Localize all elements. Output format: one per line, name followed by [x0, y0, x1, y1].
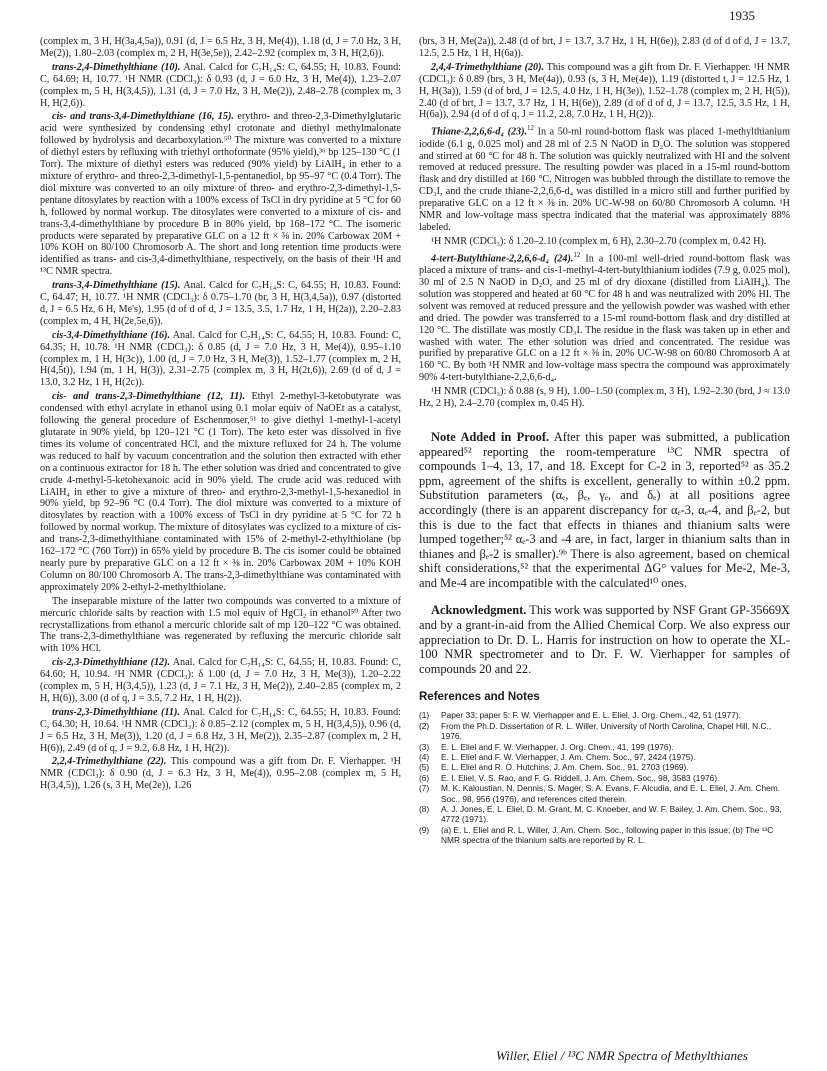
right-experimental [419, 36, 790, 410]
compound-heading: trans-3,4-Dimethylthiane (15). [52, 280, 181, 292]
paragraph-text: This compound was a gift from Dr. F. Vierhapper. ¹H NMR (CDCl₃): δ 0.90 (d, J = 6.3 Hz, 3 H, Me(4)), 0.95–2.08 (complex m, 5 H, H(3,4,5)), 1.26 (s, 3 H, Me(2e)), 1.26 [40, 756, 401, 792]
paragraph [419, 123, 790, 234]
paragraph [40, 36, 401, 60]
references-heading: References and Notes [419, 691, 540, 704]
paragraph [40, 756, 401, 792]
reference-text: (a) E. L. Eliel and R. L. Willer, J. Am. Chem. Soc., following paper in this issue; (b) The ¹³C NMR spectra of the thianium salts are reported by R. L. [441, 824, 774, 846]
paragraph-text: (complex m, 3 H, H(3a,4,5a)), 0.91 (d, J = 6.5 Hz, 3 H, Me(4)), 1.18 (d, J = 7.0 Hz, 3 H, Me(2)), 1.80–2.03 (complex m, 2 H, H(3e,5e)), 2.42–2.92 (complex m, 3 H, H(2,6)). [40, 36, 401, 59]
paragraph-text: ¹H NMR (CDCl₃): δ 0.88 (s, 9 H), 1.00–1.50 (complex m, 3 H), 1.92–2.30 (brd, J ≈ 13.0 Hz, 2 H), 2.4–2.70 (complex m, 0.45 H). [419, 386, 790, 410]
reference-text: E. L. Eliel and F. W. Vierhapper, J. Org. Chem., 41, 199 (1976). [441, 741, 674, 752]
compound-heading: 2,2,4-Trimethylthiane (22). [52, 756, 167, 768]
paragraph-text: ¹H NMR (CDCl₃): δ 1.20–2.10 (complex m, 6 H), 2.30–2.70 (complex m, 0.42 H). [431, 235, 767, 247]
paragraph [40, 330, 401, 390]
reference-number: (9) [419, 824, 430, 835]
compound-heading: trans-2,4-Dimethylthiane (10). [52, 61, 181, 73]
running-footer: Willer, Eliel / ¹³C NMR Spectra of Methylthianes [496, 1048, 748, 1063]
paragraph [40, 62, 401, 110]
acknowledgment-text: This work was supported by NSF Grant GP-35669X and by a grant-in-aid from the Allied Chemical Corp. We also express our appreciation to Dr. D. L. Harris for instruction on how to operate the XL-100 NMR spectrometer and to Dr. F. W. Vierhapper for samples of compounds 20 and 22. [419, 603, 790, 676]
reference-item [419, 762, 790, 772]
note-text: After this paper was submitted, a publication appeared⁵² reporting the room-temperature ¹³C NMR spectra of compounds 1–4, 13, 17, and 18. Except for C-2 in 3, reported⁵² as 35.2 ppm, agreement of the shifts is excellent, generally to within ±0.2 ppm. Substitution parameters (αₑ, βₑ, γₑ, and δₑ) at all positions agree accordingly (there is an apparent discrepancy for αₑ-3, αₑ-4, and βₑ-2, but this is due to the fact that effects in thianes and thianium salts were lumped together;⁵² αₑ-3 and -4 are, in fact, larger in thianium salts than in thianes and βₑ-2 is smaller).⁹ᵇ There is also agreement, based on chemical shift considerations,⁵² that the experimental ΔG° values for Me-2, Me-3, and Me-4 are incompatible with the calculated¹⁰ ones. [419, 429, 790, 590]
reference-item [419, 783, 790, 804]
compound-heading: cis- and trans-3,4-Dimethylthiane (16, 15). [52, 111, 234, 123]
paragraph [40, 391, 401, 593]
paragraph [419, 236, 790, 248]
reference-text: A. J. Jones, E. L. Eliel, D. M. Grant, M. C. Knoeber, and W. F. Bailey, J. Am. Chem. Soc., 93, 4772 (1971). [441, 804, 782, 825]
paragraph [40, 596, 401, 656]
note-heading: Note Added in Proof. [431, 429, 550, 444]
note-added-in-proof [419, 430, 790, 591]
reference-text: E. L. Eliel and F. W. Vierhapper, J. Am. Chem. Soc., 97, 2424 (1975). [441, 751, 696, 762]
paragraph-text: Anal. Calcd for C₇H₁₄S: C, 64.55; H, 10.83. Found: C, 64.35; H, 10.78. ¹H NMR (CDCl₃): δ 0.85 (d, J = 7.0 Hz, 3 H, Me(4)), 0.95–1.10 (complex m, 1 H, H(3c)), 1.00 (d, J = 7.0 Hz, 3 H, Me(3)), 1.52–1.77 (complex m, 2 H, H(4,5t)), 1.94 (m, 1 H, H(3)), 2.31–2.75 (complex m, 3 H, H(2t,6)), 2.69 (d of d, J = 13.0, 3.2 Hz, 1 H, H(2c)). [40, 329, 401, 389]
paragraph-text: In a 100-ml well-dried round-bottom flask was placed a mixture of trans- and cis-1-methyl-4-tert-butylthianium iodides (7.9 g, 0.025 mol), 30 ml of 2.5 N NaOD in D₂O, and 25 ml of dry dioxane (distilled from LiAlH₄). The solution was stoppered and heated at 60 °C for 48 h and was neutralized with 20% HI. The solvent was removed at reduced pressure and the yellowish powder was washed with ether and dried. The powder was transferred to a 15-ml round-bottom flask and dry distilled at 120 °C. The distillate was mostly CD₃I. The residue in the flask was taken up in ether and washed with water. The ether solution was dried and concentrated. The residue was purified by preparative GLC on a 12 ft × ⅜ in. 20% UC-W-98 on 60/80 Chromosorb A at 160 °C. By both ¹H NMR and low-voltage mass spectra the compound was approximately 90% 4-tert-butylthiane-2,2,6,6-d₄. [419, 253, 790, 384]
footnote-ref: 12 [573, 250, 581, 259]
paragraph [419, 386, 790, 410]
left-column [40, 34, 401, 792]
paragraph-text: Anal. Calcd for C₇H₁₄S: C, 64.55; H, 10.83. Found: C, 64.30; H, 10.64. ¹H NMR (CDCl₃): δ 0.85–2.12 (complex m, 5 H, H(3,4,5)), 0.96 (d, J = 6.5 Hz, 3 H, Me(3)), 1.20 (d, J = 6.8 Hz, 3 H, Me(2)), 2.35–2.87 (complex m, 2 H, H(6)), 2.49 (d of q, J = 9.2, 6.8 Hz, 1 H, H(2)). [40, 706, 401, 754]
paragraph-text: Anal. Calcd for C₇H₁₄S: C, 64.55; H, 10.83. Found: C, 64.60; H, 10.94. ¹H NMR (CDCl₃): δ 1.00 (d, J = 7.0 Hz, 3 H, Me(3)), 1.20–2.22 (complex m, 5 H, H(3,4,5)), 1.23 (d, J = 7.1 Hz, 3 H, Me(2)), 2.40–2.85 (complex m, 2 H, H(6)), 3.00 (d of q, J = 3.5, 7.2 Hz, 1 H, H(2)). [40, 657, 401, 704]
references-list [419, 710, 790, 845]
compound-heading: 4-tert-Butylthiane-2,2,6,6-d₄ (24). [431, 253, 574, 265]
paragraph-text: In a 50-ml round-bottom flask was placed 1-methylthianium iodide (6.1 g, 0.025 mol) and 28 ml of 2.5 N NaOD in D₂O. The solution was stoppered and stirred at 60 °C for 48 h. The solution was quickly neutralized with HI and the solvent removed at reduced pressure. The resulting powder was placed in a 15-ml round-bottom flask and dry distilled at 160 °C. Nitrogen was bubbled through the distillate to remove the CD₃I, and the crude thiane-2,2,6,6-d₄ was distilled in a micro still and further purified by preparative GLC on a 12 ft × ⅜ in. 20% UC-W-98 on 60/80 Chromosorb A column. ¹H NMR and low-voltage mass spectra indicated that the material was approximately 88% labeled. [419, 126, 790, 233]
reference-item [419, 773, 790, 783]
paragraph-text: This compound was a gift from Dr. F. Vierhapper. ¹H NMR (CDCl₃): δ 0.89 (brs, 3 H, Me(4a)), 0.93 (s, 3 H, Me(4e)), 1.19 (distorted t, J = 12.5 Hz, 1 H, H(3a)), 1.59 (d of brd, J = 12.5, 4.0 Hz, 1 H, H(3e)), 1.52–1.78 (complex m, 2 H, H(5)), 2.40 (d of brt, J = 13.7, 3.7 Hz, 1 H, H(6e)), 2.89 (d of d of d, J = 13.7, 12.5, 3.5 Hz, 1 H, H(6a)), 2.94 (d of d of q, J = 11.2, 2.8, 7.0 Hz, 1 H, H(2)). [419, 61, 790, 121]
reference-text: E. I. Eliel, V. S. Rao, and F. G. Riddell, J. Am. Chem. Soc., 98, 3583 (1976). [441, 772, 720, 783]
paragraph [40, 657, 401, 705]
reference-item [419, 742, 790, 752]
reference-text: E. L. Eliel and R. O. Hutchins, J. Am. Chem. Soc., 91, 2703 (1969). [441, 762, 689, 773]
reference-number: (3) [419, 741, 430, 752]
page-number: 1935 [729, 8, 755, 23]
paragraph-text: (brs, 3 H, Me(2a)), 2.48 (d of brt, J = 13.7, 3.7 Hz, 1 H, H(6e)), 2.83 (d of d of d, J = 13.7, 12.5, 2.5 Hz, 1 H, H(6a)). [419, 36, 790, 59]
reference-number: (4) [419, 751, 430, 762]
reference-text: From the Ph.D. Dissertation of R. L. Willer, University of North Carolina, Chapel Hill, N.C., 1976. [441, 720, 772, 742]
paragraph-text: Anal. Calcd for C₇H₁₄S: C, 64.55; H, 10.83. Found: C, 64.69; H, 10.77. ¹H NMR (CDCl₃): δ 0.93 (d, J = 6.0 Hz, 3 H, Me(4)), 1.23–2.07 (complex m, 5 H, H(3,4,5)), 1.31 (d, J = 7.0 Hz, 3 H, Me(2)), 2.48–2.78 (complex m, 3 H, H(2,6)). [40, 61, 401, 109]
reference-number: (7) [419, 783, 430, 794]
paragraph [419, 36, 790, 60]
reference-text: M. K. Kaloustian, N. Dennis, S. Mager, S. A. Evans, F. Alcudia, and E. L. Eliel, J. Am. Chem. Soc., 98, 956 (1976), and references cited therein. [441, 783, 780, 804]
reference-item [419, 825, 790, 846]
paragraph [419, 250, 790, 384]
paragraph-text: The inseparable mixture of the latter two compounds was converted to a mixture of mercuric chloride salts by reaction with 1.5 mol equiv of HgCl₂ in ethanol⁵⁰ After two recrystallizations from ethanol a mercuric chloride salt of mp 120–122 °C was obtained. The trans-2,3-dimethylthiane was regenerated by refluxing the mercuric chloride salt with 10% HCl. [40, 595, 401, 655]
right-column [419, 34, 790, 846]
acknowledgment [419, 603, 790, 676]
reference-number: (6) [419, 772, 430, 783]
reference-item [419, 804, 790, 825]
reference-text: Paper 33; paper 5: F. W. Vierhapper and E. L. Eliel, J. Org. Chem., 42, 51 (1977). [441, 710, 741, 721]
paragraph [40, 280, 401, 328]
reference-item [419, 710, 790, 720]
paragraph-text: Anal. Calcd for C₇H₁₄S: C, 64.55; H, 10.83. Found: C, 64.47; H, 10.77. ¹H NMR (CDCl₃): δ 0.75–1.70 (br, 3 H, H(3,4,5a)), 0.97 (distorted d, J = 6.5 Hz, 6 H, Me's), 1.95 (d of d of d, J = 13.5, 3.5, 1.7 Hz, 1 H, H(2a)), 2.20–2.83 (complex m, 4 H, H(2e,5e,6)). [40, 280, 401, 327]
compound-heading: trans-2,3-Dimethylthiane (11). [52, 706, 180, 718]
paragraph [40, 707, 401, 755]
paragraph-text: erythro- and threo-2,3-Dimethylglutaric acid were synthesized by condensing ethyl crotonate and diethyl methylmalonate followed by hydrolysis and decarboxylation.⁵⁰ The mixture was converted to a mixture of diethyl esters by refluxing with triethyl orthoformate (95% yield),³⁶ bp 125–130 °C (1 Torr). The mixture of diethyl esters was reduced (90% yield) by LiAlH₄ in ether to a mixture of erythro- and threo-2,3-dimethyl-1,5-pentanediol, bp 95–97 °C (0.4 Torr). The diol mixture was converted to an oily mixture of threo- and erythro-2,3-dimethyl-1,5-pentane ditosylates by reaction with a 100% excess of TsCl in dry pyridine at 5 °C for 60 h, followed by normal workup. The ditosylates were converted to a mixture of cis- and trans-3,4-dimethylthiane by procedure B in 80% yield, bp 168–172 °C. The isomeric products were separated by preparative GLC on a 12 ft × ⅜ in. 20% Carbowax 20M + 10% KOH on 80/100 Chromosorb A. The short and long retention time products were identified as trans- and cis-3,4-dimethylthiane, respectively, on the basis of their ¹H and ¹³C NMR spectra. [40, 111, 401, 278]
reference-number: (1) [419, 710, 430, 721]
footnote-ref: 12 [527, 124, 534, 133]
compound-heading: cis-3,4-Dimethylthiane (16). [52, 329, 171, 341]
compound-heading: Thiane-2,2,6,6-d₄ (23). [431, 126, 527, 138]
acknowledgment-heading: Acknowledgment. [431, 603, 527, 618]
reference-number: (8) [419, 804, 430, 814]
compound-heading: 2,4,4-Trimethylthiane (20). [431, 61, 544, 73]
paragraph [40, 111, 401, 278]
paragraph-text: Ethyl 2-methyl-3-ketobutyrate was condensed with ethyl acrylate in ethanol using 0.1 molar equiv of NaOEt as a catalyst, following the general procedure of Eschenmoser,⁵¹ to give diethyl 1-methyl-1-acetyl glutarate in 90% yield, bp 120–121 °C (1 Torr). The keto ester was dissolved in five times its volume of concentrated HCl, and the mixture refluxed for 24 h. The volume was reduced to half by vacuum concentration and the solution then extracted with ether on a continuous extractor for 18 h. The ether solution was dried and concentrated to give crude 4-methyl-5-ketohexanoic acid in 90% yield. The crude acid was reduced with LiAlH₄ in ether to give a mixture of threo- and erythro-2,3-methyl-1,5-hexanediol in 90% yield, bp 92–96 °C (0.4 Torr). The diol mixture was converted to a mixture of ditosylates by reaction with a 100% excess of TsCl in dry pyridine at 5 °C for 72 h followed by normal workup. The mixture of ditosylates was cyclized to a mixture of cis- and trans-2,3-dimethylthiane contaminated with 15% of 2-methyl-2-ethylthiolane (bp 162–172 °C (760 Torr)) in 65% yield by procedure B. The cis isomer could be obtained nearly pure by preparative GLC on a 12 ft × ⅜ in. 20% Carbowax 20M + 10% KOH Column on 80/100 Chromosorb A. The trans-2,3-dimethylthiane was contaminated with approximately 20% 2-ethyl-2-methylthiolane. [40, 391, 402, 593]
paragraph [419, 62, 790, 122]
reference-item [419, 721, 790, 742]
reference-number: (5) [419, 762, 430, 773]
reference-item [419, 752, 790, 762]
reference-number: (2) [419, 720, 430, 731]
compound-heading: cis-2,3-Dimethylthiane (12). [52, 657, 171, 669]
compound-heading: cis- and trans-2,3-Dimethylthiane (12, 11). [52, 391, 246, 403]
